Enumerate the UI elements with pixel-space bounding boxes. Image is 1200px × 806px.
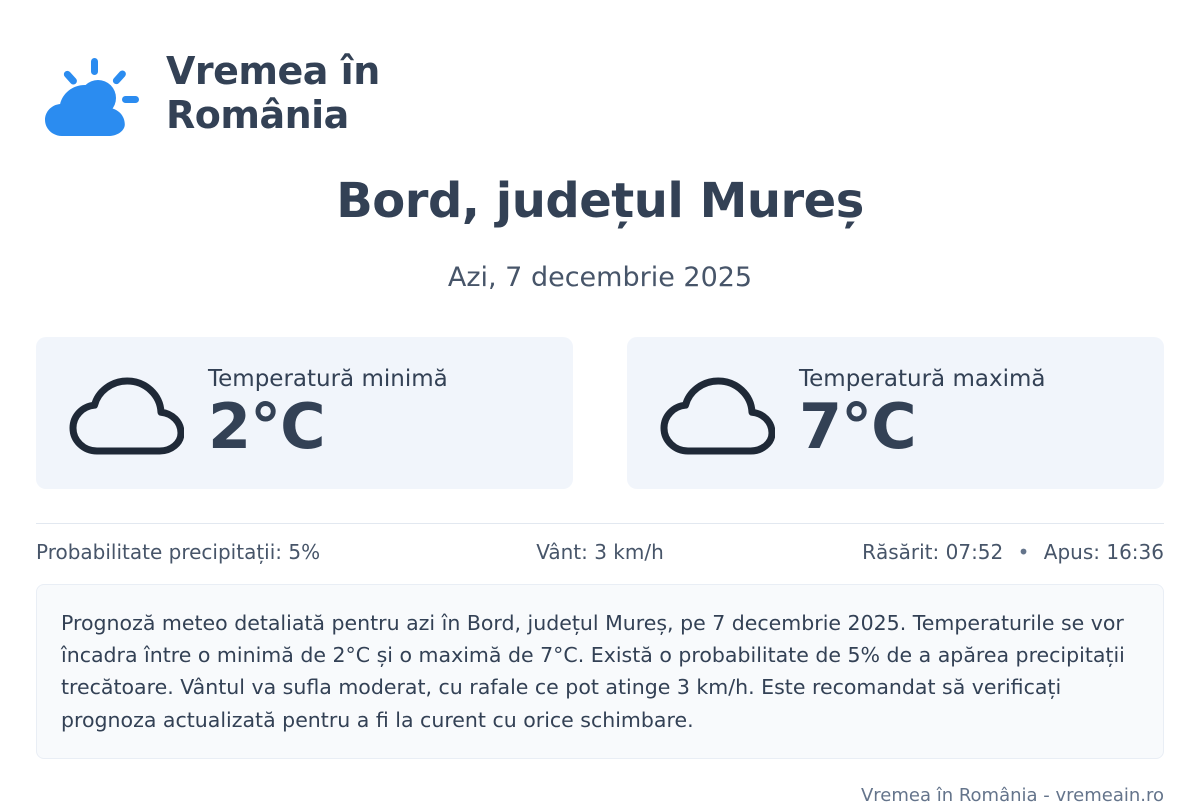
temperature-cards (36, 337, 1164, 489)
sun-times-stat (788, 540, 1164, 564)
max-temperature-value: 7°C (799, 389, 916, 463)
cloud-icon (653, 365, 777, 461)
min-temperature-card (36, 337, 573, 489)
cloud-icon (62, 365, 186, 461)
max-temperature-label: Temperatură maximă (799, 365, 1046, 392)
sun-cloud-icon (36, 52, 148, 136)
weather-stats (36, 524, 1164, 580)
brand-text (166, 50, 380, 137)
min-temperature-label: Temperatură minimă (208, 365, 448, 392)
page-title: Bord, județul Mureș (336, 173, 864, 230)
footer-credit: Vremea în România - vremeain.ro (860, 785, 1164, 806)
wind-stat: Vânt: 3 km/h (536, 539, 664, 564)
sun-times-separator: • (1017, 539, 1030, 564)
min-temperature-value: 2°C (208, 389, 325, 463)
max-temperature-card (627, 337, 1164, 489)
precipitation-stat: Probabilitate precipitații: 5% (36, 539, 321, 564)
forecast-description: Prognoză meteo detaliată pentru azi în Bord, județul Mureș, pe 7 decembrie 2025. Temperaturile se vor încadra între o minimă de 2°C și o maximă de 7°C. Există o probabilitate de 5% de a apărea precipitații trecătoare. Vântul va sufla moderat, cu rafale ce pot atinge 3 km/h. Este recomandat să verificați prognoza actualizată pentru a fi la curent cu orice schimbare. (36, 584, 1164, 760)
sunset-value: Apus: 16:36 (1043, 539, 1164, 564)
page-date: Azi, 7 decembrie 2025 (447, 261, 753, 293)
brand-line-2: România (166, 92, 349, 137)
site-logo[interactable] (36, 0, 1164, 137)
sunrise-value: Răsărit: 07:52 (862, 539, 1004, 564)
brand-line-1: Vremea în (166, 49, 380, 93)
